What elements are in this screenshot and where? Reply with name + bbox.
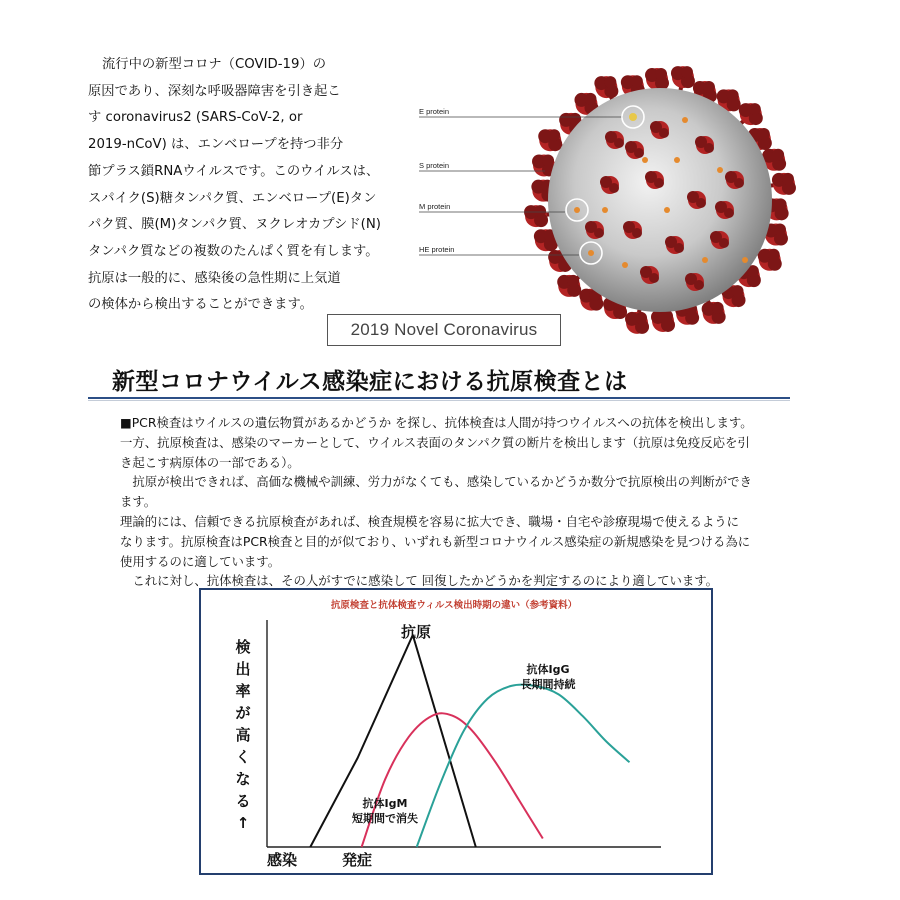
protein-dot [629, 113, 637, 121]
label-text: HE protein [419, 245, 455, 254]
body-line: 理論的には、信頼できる抗原検査があれば、検査規模を容易に拡大でき、職場・自宅や診療現場で使えるように [120, 513, 740, 529]
label-s-protein [419, 161, 545, 171]
label-text: S protein [419, 161, 450, 170]
body-line: ■PCR検査はウイルスの遺伝物質があるかどうか を探し、抗体検査は人間が持つウイルスへの抗体を検出します。 [120, 415, 753, 430]
protein-dot [602, 207, 608, 213]
x-tick-label-onset: 発症 [342, 851, 373, 869]
intro-line: の検体から検出することができます。 [88, 297, 313, 313]
intro-line: 流行中の新型コロナ（COVID-19）の [102, 57, 327, 72]
intro-line: 原因であり、深刻な呼吸器障害を引き起こ [88, 83, 341, 99]
protein-dot [717, 167, 723, 173]
heading-underline [88, 397, 790, 399]
y-axis-label-char: 高 [235, 726, 251, 744]
intro-line: す coronavirus2 (SARS-CoV-2, or [88, 110, 303, 126]
protein-dot [674, 157, 680, 163]
protein-dot [742, 257, 748, 263]
y-axis-label [235, 638, 250, 832]
body-line: ます。 [120, 494, 157, 510]
body-line: これに対し、抗体検査は、その人がすでに感染して 回復したかどうかを判定するのにより適しています。 [120, 573, 719, 589]
annotation-igg-note: 長期間持続 [520, 678, 576, 691]
coronavirus-illustration [405, 60, 825, 350]
intro-line: 節プラス鎖RNAウイルスです。このウイルスは、 [88, 163, 380, 179]
label-text: M protein [419, 202, 451, 211]
series-line-igg [417, 685, 630, 847]
protein-dot [642, 157, 648, 163]
y-axis-label-char: 検 [235, 638, 251, 656]
heading-underline-thin [88, 400, 790, 401]
protein-dot [622, 262, 628, 268]
intro-paragraph [88, 52, 381, 319]
body-line: き起こす病原体の一部である）。 [120, 454, 300, 470]
y-axis-label-char: る [235, 792, 251, 810]
protein-dot [682, 117, 688, 123]
body-line: 抗原が検出できれば、高価な機械や訓練、労力がなくても、感染しているかどうか数分で抗原検出の判断ができ [120, 474, 752, 490]
y-axis-label-char: が [235, 704, 251, 722]
label-text: E protein [419, 107, 450, 116]
protein-dot [588, 250, 594, 256]
y-axis-label-char: 出 [235, 660, 251, 678]
virus-caption: 2019 Novel Coronavirus [327, 314, 561, 346]
y-axis-label-char: ↑ [236, 814, 250, 832]
section-heading: 新型コロナウイルス感染症における抗原検査とは [112, 369, 628, 395]
intro-line: 2019-nCoV) は、エンベロープを持つ非分 [88, 137, 344, 153]
protein-dot [664, 207, 670, 213]
intro-line: タンパク質などの複数のたんぱく質を有します。 [88, 243, 379, 259]
intro-line: スパイク(S)糖タンパク質、エンベロープ(E)タン [88, 190, 377, 206]
chart-svg [201, 590, 707, 869]
annotation-igm-note: 短期間で消失 [352, 812, 418, 825]
protein-dot [574, 207, 580, 213]
y-axis-label-char: な [235, 770, 251, 788]
section-body [120, 413, 800, 591]
coronavirus-svg [405, 60, 825, 350]
protein-dot [702, 257, 708, 263]
x-tick-label-infection: 感染 [267, 851, 298, 869]
intro-line: パク質、膜(M)タンパク質、ヌクレオカプシド(N) [88, 217, 381, 233]
chart-title: 抗原検査と抗体検査ウィルス検出時期の違い（参考資料） [330, 600, 578, 611]
series-line-igm [362, 713, 543, 847]
y-axis-label-char: 率 [235, 682, 251, 700]
body-line: 使用するのに適しています。 [120, 553, 281, 569]
body-line: 一方、抗原検査は、感染のマーカーとして、ウイルス表面のタンパク質の断片を検出します（抗原は免疫反応を引 [120, 434, 750, 450]
y-axis-label-char: く [235, 748, 251, 766]
body-line: なります。抗原検査はPCR検査と目的が似ており、いずれも新型コロナウイルス感染症の新規感染を見つける為に [120, 533, 751, 549]
intro-line: 抗原は一般的に、感染後の急性期に上気道 [88, 270, 341, 286]
annotation-antigen: 抗原 [401, 623, 432, 641]
detection-chart [199, 588, 713, 875]
annotation-igg: 抗体IgG [526, 663, 570, 676]
annotation-igm: 抗体IgM [362, 797, 408, 810]
